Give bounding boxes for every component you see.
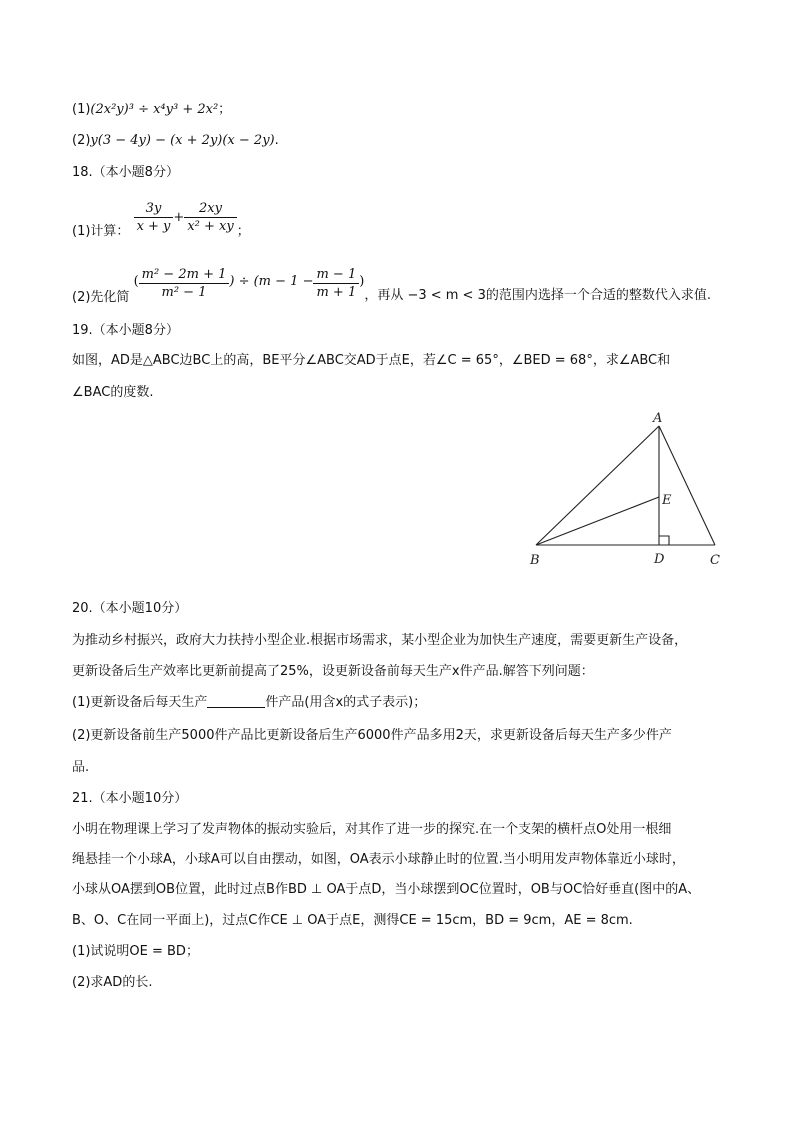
q17-part1-end: ；	[218, 102, 232, 117]
q18-part1	[72, 198, 250, 252]
q21-line-3: 小球从OA摆到OB位置，此时过点B作BD ⊥ OA于点D，当小球摆到OC位置时，OB与OC恰好垂直(图中的A、	[72, 882, 701, 897]
q17-part1	[72, 101, 231, 119]
q21-part2: (2)求AD的长.	[72, 975, 153, 990]
q20-part2-line-1: (2)更新设备前生产5000件产品比更新设备后生产6000件产品多用2天，求更新设备后每天生产多少件产	[72, 728, 672, 743]
q18-part1-end: ；	[236, 224, 250, 239]
q20-line-2: 更新设备后生产效率比更新前提高了25%，设更新设备前每天生产x件产品.解答下列问题：	[72, 664, 594, 679]
label-E: E	[662, 493, 672, 508]
q17-part2-end: .	[274, 133, 279, 148]
q18-part1-prefix: (1)计算：	[72, 224, 130, 239]
answer-blank	[207, 694, 265, 708]
q18-part2: (2)先化简 ( $\frac{\text{m² − 2m + 1}}{\text{m² − 1}}$ ) ÷ (m − 1 − $\frac{m - 1}{m + 1}$ )，再从 −3 < m < 3的范围内选择一个合适的整数代入求值.	[72, 267, 711, 305]
q21-line-2: 绳悬挂一个小球A，小球A可以自由摆动，如图，OA表示小球静止时的位置.当小明用发声物体靠近小球时，	[72, 852, 685, 867]
q18-part1-plus: +	[173, 210, 185, 225]
q18-part1-fraction-1: $\frac{3y}{x + y}$	[134, 200, 174, 235]
q18-header: 18.（本小题8分）	[72, 165, 179, 180]
q20-part2-line-2: 品.	[72, 760, 90, 775]
q18-part2-suffix: ，再从 −3 < m < 3的范围内选择一个合适的整数代入求值.	[364, 288, 711, 303]
q21-part1: (1)试说明OE = BD；	[72, 944, 199, 959]
triangle-figure	[520, 405, 740, 575]
q18-part2-fraction-1: $\frac{\text{m² − 2m + 1}}{\text{m² − 1}}$	[139, 266, 230, 301]
q17-part2	[72, 132, 279, 150]
q20-part1-before: (1)更新设备后每天生产	[72, 695, 208, 710]
q21-line-4: B、O、C在同一平面上)，过点C作CE ⊥ OA于点E，测得CE = 15cm，BD = 9cm，AE = 8cm.	[72, 913, 633, 928]
q18-part2-middle: ) ÷ (m − 1 −	[229, 274, 314, 289]
label-A: A	[653, 411, 663, 426]
q19-line-1: 如图，AD是△ABC边BC上的高，BE平分∠ABC交AD于点E，若∠C = 65°，∠BED = 68°，求∠ABC和	[72, 353, 671, 368]
q20-part1	[72, 694, 426, 712]
q21-header: 21.（本小题10分）	[72, 791, 188, 806]
label-D: D	[654, 552, 665, 567]
q18-part2-fraction-2: $\frac{m - 1}{m + 1}$	[313, 266, 359, 301]
q17-part1-prefix: (1)	[72, 102, 91, 117]
q20-header: 20.（本小题10分）	[72, 601, 188, 616]
q19-header: 19.（本小题8分）	[72, 323, 179, 338]
q18-part2-prefix: (2)先化简	[72, 290, 130, 305]
q20-line-1: 为推动乡村振兴，政府大力扶持小型企业.根据市场需求，某小型企业为加快生产速度，需要更新生产设备，	[72, 633, 688, 648]
label-B: B	[530, 553, 540, 568]
q17-part2-expression: y(3 − 4y) − (x + 2y)(x − 2y)	[90, 133, 275, 148]
q18-part1-fraction-2: $\frac{2xy}{\text{x² + xy}}$	[184, 200, 236, 235]
q19-line-2: ∠BAC的度数.	[72, 385, 154, 400]
label-C: C	[710, 553, 720, 568]
q17-part2-prefix: (2)	[72, 133, 91, 148]
q21-line-1: 小明在物理课上学习了发声物体的振动实验后，对其作了进一步的探究.在一个支架的横杆点O处用一根细	[72, 822, 672, 837]
q20-part1-after: 件产品(用含x的式子表示)；	[265, 695, 427, 710]
q17-part1-expression: (2x²y)³ ÷ x⁴y³ + 2x²	[90, 102, 219, 117]
